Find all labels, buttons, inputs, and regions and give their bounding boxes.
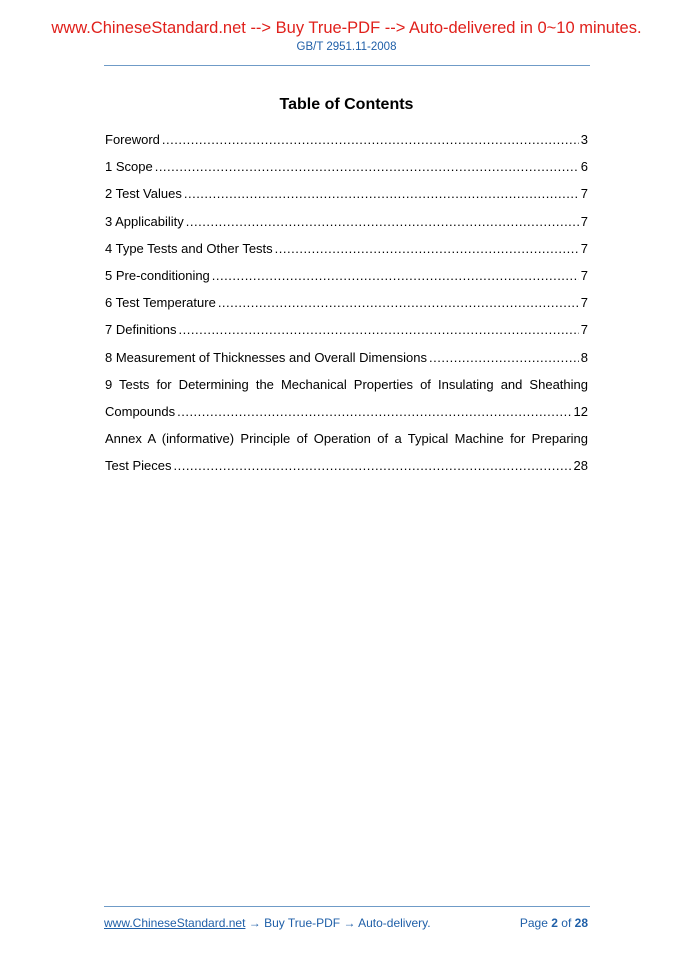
page-indicator: [520, 916, 588, 930]
toc-entry-page: 12: [573, 404, 588, 420]
footer-promo: [104, 916, 431, 930]
toc-entry-continuation: [105, 398, 588, 425]
toc-entry-page: 3: [580, 132, 588, 147]
toc-entry-label: Annex A (informative) Principle of Operation of a Typical Machine for Preparing: [105, 431, 588, 447]
toc-entry-type-tests[interactable]: [105, 235, 588, 262]
total-pages-number: 28: [574, 916, 588, 930]
toc-leader-dots: [186, 208, 579, 235]
toc-entry-test-values[interactable]: [105, 180, 588, 207]
toc-entry-applicability[interactable]: [105, 208, 588, 235]
toc-entry-label: 6 Test Temperature: [105, 295, 216, 311]
toc-leader-dots: [155, 153, 579, 180]
toc-leader-dots: [173, 452, 571, 479]
table-of-contents: [105, 126, 588, 480]
toc-entry-page: 7: [580, 240, 588, 256]
toc-leader-dots: [218, 289, 579, 316]
toc-entry-page: 7: [580, 268, 588, 284]
toc-entry-annex-a[interactable]: [105, 425, 588, 479]
toc-entry-page: 28: [573, 458, 588, 474]
toc-entry-page: 7: [580, 322, 588, 338]
toc-leader-dots: [212, 262, 579, 289]
toc-entry-page: 7: [580, 186, 588, 202]
toc-entry-label: 9 Tests for Determining the Mechanical Properties of Insulating and Sheathing: [105, 376, 588, 392]
toc-entry-page: 6: [580, 159, 588, 175]
toc-leader-dots: [177, 398, 571, 425]
toc-entry-label: 2 Test Values: [105, 186, 182, 202]
toc-entry-pre-conditioning[interactable]: [105, 262, 588, 289]
toc-entry-label: 4 Type Tests and Other Tests: [105, 240, 273, 256]
toc-entry-label: 3 Applicability: [105, 213, 184, 229]
toc-entry-label: 5 Pre-conditioning: [105, 268, 210, 284]
of-word: of: [561, 916, 572, 930]
toc-entry-label: 1 Scope: [105, 159, 153, 175]
toc-entry-measurement[interactable]: [105, 344, 588, 371]
toc-entry-test-temperature[interactable]: [105, 289, 588, 316]
toc-title: Table of Contents: [279, 96, 414, 113]
toc-entry-foreword[interactable]: [105, 126, 588, 153]
current-page-number: 2: [551, 916, 558, 930]
toc-leader-dots: [184, 180, 579, 207]
toc-leader-dots: [429, 344, 579, 371]
page-word: Page: [519, 916, 548, 930]
footer-divider: [104, 906, 590, 907]
toc-entry-continuation: [105, 452, 588, 479]
toc-entry-label: 8 Measurement of Thicknesses and Overall Dimensions: [105, 349, 428, 365]
toc-entry-mechanical-properties[interactable]: [105, 371, 588, 425]
toc-entry-scope[interactable]: [105, 153, 588, 180]
toc-leader-dots: [179, 316, 579, 343]
toc-entry-label: Test Pieces: [105, 458, 172, 474]
footer-site-link[interactable]: www.ChineseStandard.net: [104, 916, 246, 930]
toc-leader-dots: [162, 126, 579, 153]
toc-entry-definitions[interactable]: [105, 316, 588, 343]
footer-tagline: → Buy True-PDF → Auto-delivery.: [245, 916, 431, 930]
document-code: GB/T 2951.11-2008: [296, 41, 397, 53]
header-divider: [104, 65, 590, 66]
toc-entry-page: 7: [580, 213, 588, 229]
toc-leader-dots: [275, 235, 579, 262]
toc-entry-label: Foreword: [105, 132, 160, 147]
toc-entry-page: 8: [580, 349, 588, 365]
promo-banner[interactable]: www.ChineseStandard.net --> Buy True-PDF --> Auto-delivered in 0~10 minutes.: [51, 19, 642, 37]
toc-entry-label: Compounds: [105, 404, 176, 420]
toc-entry-page: 7: [580, 295, 588, 311]
toc-entry-label: 7 Definitions: [105, 322, 177, 338]
